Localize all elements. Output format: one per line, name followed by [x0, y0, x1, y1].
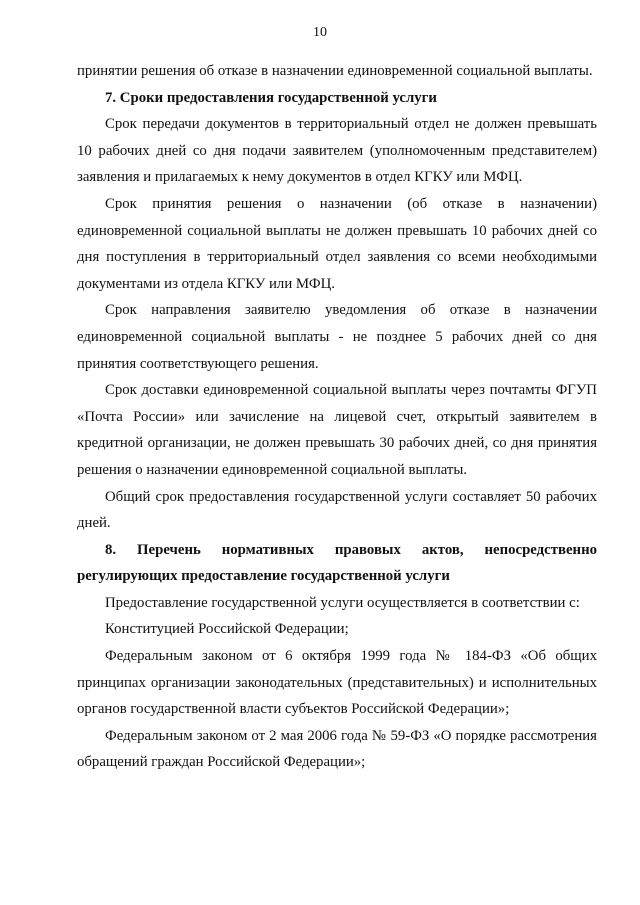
paragraph-law-59: Федеральным законом от 2 мая 2006 года № 59-ФЗ «О порядке рассмотрения обращений граждан Российской Федерации»;: [77, 727, 597, 771]
document-body: [77, 58, 597, 776]
paragraph-refusal-notice-term: Срок направления заявителю уведомления об отказе в назначении единовременной социальной выплаты - не позднее 5 рабочих дней со дня принятия соответствующего решения.: [77, 302, 597, 372]
paragraph-total-term: Общий срок предоставления государственной услуги составляет 50 рабочих дней.: [77, 488, 597, 532]
section-heading-8: 8. Перечень нормативных правовых актов, непосредственно регулирующих предоставление государственной услуги: [77, 541, 597, 585]
paragraph-document-transfer-term: Срок передачи документов в территориальный отдел не должен превышать 10 рабочих дней со дня подачи заявителем (уполномоченным представителем) заявления и прилагаемых к нему документов в отдел КГКУ или МФЦ.: [77, 116, 597, 186]
paragraph-law-184: Федеральным законом от 6 октября 1999 года № 184-ФЗ «Об общих принципах организации законодательных (представительных) и исполнительных органов государственной власти субъектов Российской Федерации»;: [77, 648, 597, 718]
paragraph-delivery-term: Срок доставки единовременной социальной выплаты через почтамты ФГУП «Почта России» или зачисление на лицевой счет, открытый заявителем в кредитной организации, не должен превышать 30 рабочих дней, со дня принятия решения о назначении единовременной социальной выплаты.: [77, 382, 597, 478]
paragraph-continuation: принятии решения об отказе в назначении единовременной социальной выплаты.: [77, 63, 593, 79]
paragraph-decision-term: Срок принятия решения о назначении (об отказе в назначении) единовременной социальной выплаты не должен превышать 10 рабочих дней со дня поступления в территориальный отдел заявления со всеми необходимыми документами из отдела КГКУ или МФЦ.: [77, 195, 597, 292]
section-heading-7: 7. Сроки предоставления государственной услуги: [105, 89, 437, 106]
paragraph-legal-basis-intro: Предоставление государственной услуги осуществляется в соответствии с:: [105, 594, 580, 611]
page-number: 10: [313, 25, 327, 40]
paragraph-constitution: Конституцией Российской Федерации;: [105, 621, 349, 638]
